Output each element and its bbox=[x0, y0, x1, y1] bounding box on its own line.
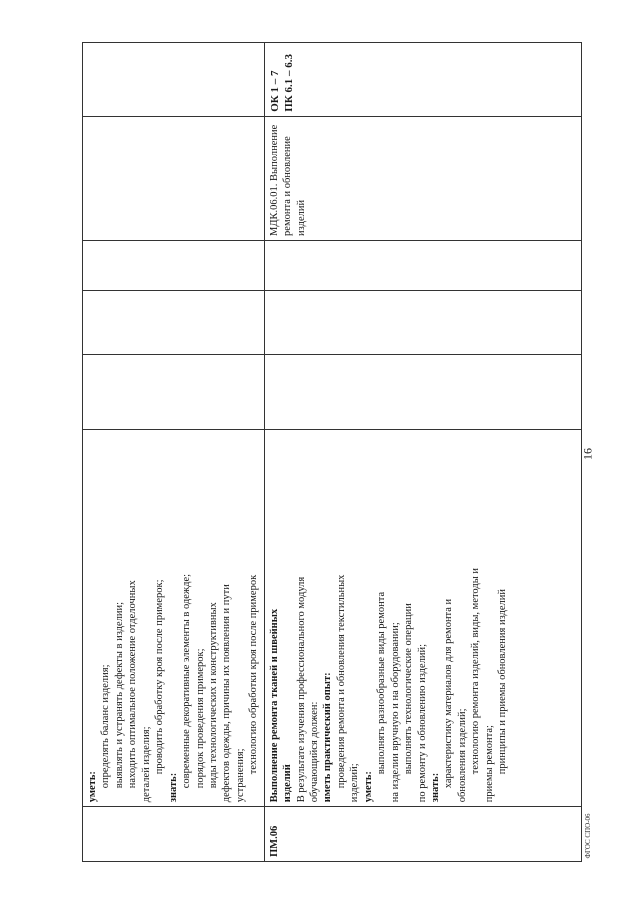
description-line: изделий; bbox=[349, 763, 361, 803]
cell-competencies bbox=[264, 43, 581, 117]
description-line: уметь: bbox=[362, 771, 374, 803]
description-line: уметь: bbox=[87, 771, 98, 803]
description-line: современные декоративные элементы в одежде; bbox=[181, 573, 193, 789]
description-line: деталей изделия; bbox=[140, 726, 152, 803]
competency-pk: ПК 6.1 – 6.3 bbox=[282, 53, 295, 112]
description-line: обучающийся должен: bbox=[309, 701, 320, 803]
description-line: на изделии вручную и на оборудовании; bbox=[389, 622, 401, 803]
cell-description-2 bbox=[264, 430, 581, 807]
page-number: 16 bbox=[580, 448, 595, 460]
footer-code: ФГОС СПО-06 bbox=[584, 813, 592, 859]
description-line: изделий bbox=[282, 764, 294, 803]
table-row-knowledge bbox=[83, 43, 265, 862]
cell-module-code: ПМ.06 bbox=[264, 807, 581, 862]
description-line: по ремонту и обновлению изделий; bbox=[416, 643, 428, 803]
description-line: технологию ремонта изделий, виды, методы и bbox=[470, 567, 482, 775]
rotated-table-wrapper bbox=[82, 42, 582, 862]
cell-empty-5b bbox=[264, 240, 581, 291]
description-line: выполнять разнообразные виды ремонта bbox=[376, 591, 388, 775]
table-row-pm06 bbox=[264, 43, 581, 862]
description-line: приемы ремонта; bbox=[483, 725, 495, 803]
description-line: устранения; bbox=[234, 748, 246, 803]
description-line: определять баланс изделия; bbox=[100, 664, 112, 789]
description-line: обновления изделий; bbox=[456, 708, 468, 803]
cell-ok-empty bbox=[83, 43, 265, 117]
description-line: принципы и приемы обновления изделий bbox=[497, 588, 509, 775]
cell-mdk-text: МДК.06.01. Выполнение ремонта и обновление изделий bbox=[264, 116, 581, 240]
description-line: порядок проведения примерок; bbox=[194, 648, 206, 789]
cell-code-empty bbox=[83, 807, 265, 862]
description-line: иметь практический опыт: bbox=[322, 672, 334, 803]
description-line: дефектов одежды, причины их появления и пути bbox=[221, 584, 233, 803]
description-line: технологию обработки кроя после примерок bbox=[248, 574, 260, 775]
description-line: находить оптимальное положение отделочных bbox=[127, 580, 139, 789]
description-line: выявлять и устранять дефекты в изделии; bbox=[113, 601, 125, 789]
cell-description-1 bbox=[83, 430, 265, 807]
description-line: знать: bbox=[429, 772, 441, 803]
cell-empty-3b bbox=[264, 354, 581, 430]
description-line: проведения ремонта и обновления текстильных bbox=[335, 574, 347, 789]
description-line: проводить обработку кроя после примерок; bbox=[154, 579, 166, 775]
cell-empty-3 bbox=[83, 354, 265, 430]
description-line: выполнять технологические операции bbox=[403, 603, 415, 775]
description-line: знать: bbox=[167, 772, 179, 803]
description-line: Выполнение ремонта тканей и швейных bbox=[268, 608, 280, 803]
description-line: виды технологических и конструктивных bbox=[207, 602, 219, 789]
curriculum-table bbox=[82, 42, 582, 862]
cell-mdk-empty bbox=[83, 116, 265, 240]
cell-empty-5 bbox=[83, 240, 265, 291]
description-line: характеристику материалов для ремонта и bbox=[443, 598, 455, 789]
cell-empty-4 bbox=[83, 291, 265, 354]
cell-empty-4b bbox=[264, 291, 581, 354]
competency-ok: ОК 1 – 7 bbox=[268, 70, 281, 112]
description-line: В результате изучения профессионального модуля bbox=[295, 576, 307, 803]
